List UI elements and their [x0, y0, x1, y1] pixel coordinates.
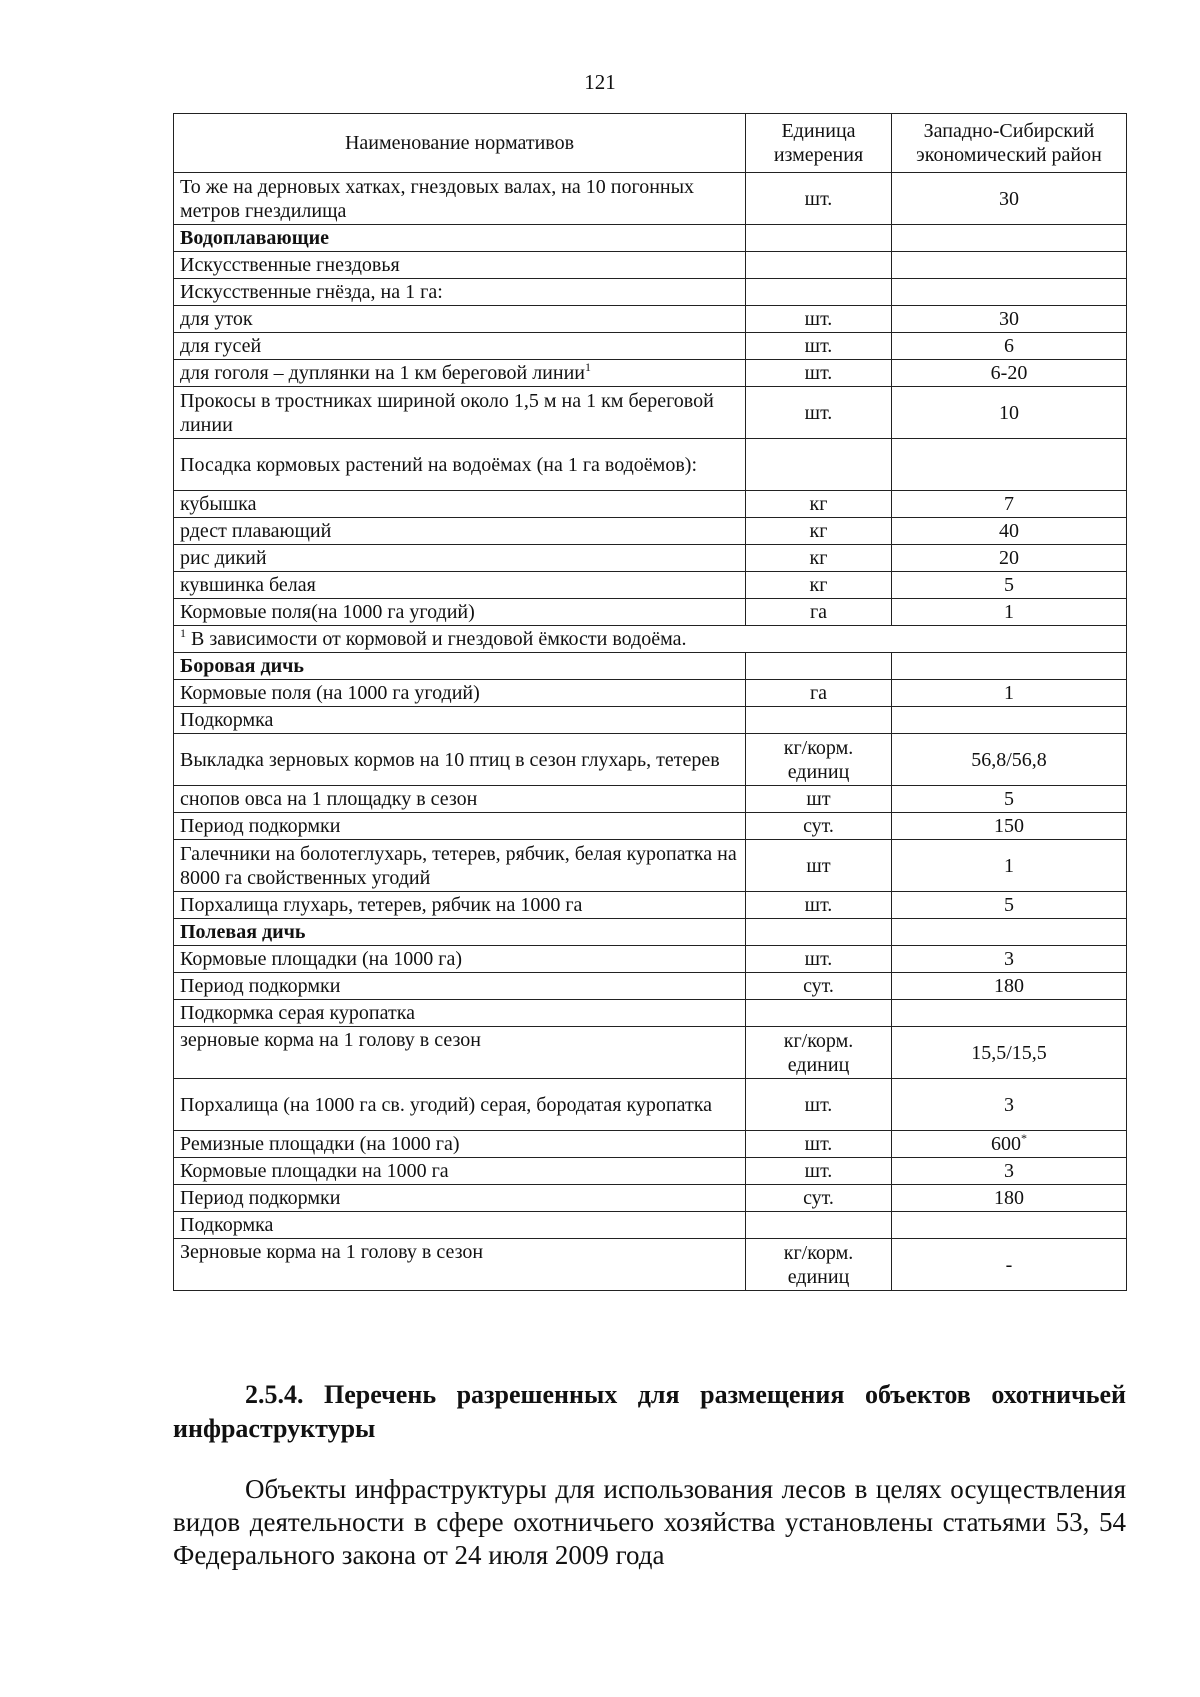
name-cell	[174, 813, 746, 840]
norm-name: Водоплавающие	[180, 227, 329, 249]
norm-value: 6-20	[990, 362, 1028, 384]
norm-value: 3	[1004, 1160, 1014, 1182]
footnote-text: В зависимости от кормовой и гнездовой ёмкости водоёма.	[191, 628, 687, 650]
table-row	[174, 734, 1127, 786]
table-row	[174, 1158, 1127, 1185]
unit-cell: шт.	[746, 306, 892, 333]
unit-cell: шт.	[746, 333, 892, 360]
name-cell	[174, 840, 746, 892]
norm-value: 600	[991, 1133, 1021, 1155]
value-cell	[892, 1131, 1127, 1158]
norm-name: Кормовые поля(на 1000 га угодий)	[180, 601, 475, 623]
unit-cell: шт.	[746, 892, 892, 919]
name-cell	[174, 734, 746, 786]
norm-value: 3	[1004, 948, 1014, 970]
unit-cell	[746, 653, 892, 680]
table-row	[174, 1131, 1127, 1158]
norm-value: 56,8/56,8	[971, 748, 1047, 771]
unit-cell: шт.	[746, 173, 892, 225]
table-row	[174, 680, 1127, 707]
value-cell	[892, 1027, 1127, 1079]
table-row	[174, 439, 1127, 491]
value-cell	[892, 680, 1127, 707]
table-row	[174, 545, 1127, 572]
unit-cell: сут.	[746, 813, 892, 840]
norm-name: Порхалища глухарь, тетерев, рябчик на 1000 га	[180, 894, 583, 916]
norm-name: Подкормка	[180, 1214, 274, 1236]
norm-name: для гоголя – дуплянки на 1 км береговой линии	[180, 362, 585, 384]
unit-cell: шт	[746, 840, 892, 892]
unit-cell: шт.	[746, 1131, 892, 1158]
value-cell	[892, 599, 1127, 626]
name-cell	[174, 1212, 746, 1239]
norm-value: 6	[1004, 335, 1014, 357]
value-cell	[892, 892, 1127, 919]
value-cell	[892, 1239, 1127, 1291]
value-cell	[892, 919, 1127, 946]
unit-cell: га	[746, 680, 892, 707]
norm-value: 5	[1004, 788, 1014, 810]
table-row	[174, 1239, 1127, 1291]
value-cell	[892, 653, 1127, 680]
name-cell	[174, 707, 746, 734]
norm-value: 40	[999, 520, 1019, 542]
table-row	[174, 572, 1127, 599]
unit-cell: га	[746, 599, 892, 626]
norm-name: То же на дерновых хатках, гнездовых валах, на 10 погонных метров гнездилища	[180, 175, 695, 222]
table-row	[174, 1000, 1127, 1027]
norm-name: Кормовые поля (на 1000 га угодий)	[180, 682, 480, 704]
name-cell	[174, 173, 746, 225]
unit-cell	[746, 1000, 892, 1027]
name-cell	[174, 919, 746, 946]
norm-name: Прокосы в тростниках шириной около 1,5 м на 1 км береговой линии	[180, 389, 714, 436]
value-cell	[892, 813, 1127, 840]
table-row	[174, 491, 1127, 518]
header-unit: Единица измерения	[746, 114, 892, 173]
table-row	[174, 306, 1127, 333]
unit-cell	[746, 1212, 892, 1239]
norms-table	[173, 113, 1127, 1291]
norm-value: 15,5/15,5	[971, 1041, 1047, 1064]
name-cell	[174, 786, 746, 813]
footnote-marker: 1	[180, 626, 186, 640]
name-cell	[174, 946, 746, 973]
value-cell	[892, 225, 1127, 252]
norm-value: -	[1005, 1253, 1013, 1276]
norm-value: 30	[999, 308, 1019, 330]
norm-name: снопов овса на 1 площадку в сезон	[180, 788, 478, 810]
unit-cell: шт.	[746, 387, 892, 439]
table-row	[174, 333, 1127, 360]
unit-cell: кг/корм. единиц	[746, 1239, 892, 1291]
table-row	[174, 599, 1127, 626]
name-cell	[174, 680, 746, 707]
section-row	[174, 919, 1127, 946]
norm-name: Боровая дичь	[180, 655, 304, 677]
norm-name: Выкладка зерновых кормов на 10 птиц в сезон глухарь, тетерев	[180, 748, 720, 771]
norm-value: 5	[1004, 574, 1014, 596]
table-row	[174, 813, 1127, 840]
norm-name: Зерновые корма на 1 голову в сезон	[180, 1241, 484, 1263]
table-row	[174, 946, 1127, 973]
section-row	[174, 225, 1127, 252]
norm-name: рдест плавающий	[180, 520, 332, 542]
section-heading: 2.5.4. Перечень разрешенных для размещения объектов охотничьей инфраструктуры	[173, 1380, 1126, 1443]
unit-cell: шт	[746, 786, 892, 813]
value-cell	[892, 1212, 1127, 1239]
name-cell	[174, 439, 746, 491]
unit-cell: шт.	[746, 1158, 892, 1185]
value-cell	[892, 439, 1127, 491]
norm-value: 7	[1004, 493, 1014, 515]
norm-name: Порхалища (на 1000 га св. угодий) серая, бородатая куропатка	[180, 1093, 713, 1116]
table-row	[174, 1079, 1127, 1131]
unit-cell	[746, 225, 892, 252]
unit-cell: шт.	[746, 946, 892, 973]
norm-name: кувшинка белая	[180, 574, 316, 596]
value-cell	[892, 279, 1127, 306]
body-paragraph: Объекты инфраструктуры для использования лесов в целях осуществления видов деятельности в сфере охотничьего хозяйства установлены статьями 53, 54 Федерального закона от 24 июля 2009 года	[173, 1474, 1126, 1570]
footnote-cell	[174, 626, 892, 653]
table-row	[174, 840, 1127, 892]
name-cell	[174, 1131, 746, 1158]
table-row	[174, 786, 1127, 813]
value-cell	[892, 1158, 1127, 1185]
unit-cell: сут.	[746, 973, 892, 1000]
name-cell	[174, 1185, 746, 1212]
value-cell	[892, 173, 1127, 225]
name-cell	[174, 225, 746, 252]
value-cell	[892, 626, 1127, 653]
value-cell	[892, 491, 1127, 518]
value-cell	[892, 946, 1127, 973]
value-cell	[892, 1079, 1127, 1131]
name-cell	[174, 333, 746, 360]
norm-value: 1	[1004, 682, 1014, 704]
norm-value: 1	[1004, 601, 1014, 623]
value-cell	[892, 252, 1127, 279]
value-cell	[892, 786, 1127, 813]
norm-name: Подкормка серая куропатка	[180, 1002, 415, 1024]
unit-cell	[746, 707, 892, 734]
norm-name: Кормовые площадки (на 1000 га)	[180, 948, 462, 970]
table-row	[174, 892, 1127, 919]
norm-name: Искусственные гнездовья	[180, 254, 400, 276]
name-cell	[174, 973, 746, 1000]
norm-value: 3	[1004, 1093, 1014, 1116]
unit-cell: кг	[746, 491, 892, 518]
table-header-row	[174, 114, 1127, 173]
norm-value: 180	[994, 975, 1024, 997]
norm-name: Кормовые площадки на 1000 га	[180, 1160, 449, 1182]
name-cell	[174, 892, 746, 919]
header-name: Наименование нормативов	[174, 114, 746, 173]
value-cell	[892, 306, 1127, 333]
norm-name: Ремизные площадки (на 1000 га)	[180, 1133, 460, 1155]
table-row	[174, 1212, 1127, 1239]
norm-name: рис дикий	[180, 547, 267, 569]
unit-cell: шт.	[746, 1079, 892, 1131]
norm-name: Период подкормки	[180, 815, 341, 837]
footnote-marker: 1	[585, 360, 591, 374]
norm-name: кубышка	[180, 493, 257, 515]
norm-value: 20	[999, 547, 1019, 569]
value-cell	[892, 1000, 1127, 1027]
norm-value: 10	[999, 401, 1019, 424]
table-row	[174, 973, 1127, 1000]
name-cell	[174, 545, 746, 572]
name-cell	[174, 1239, 746, 1291]
unit-cell: кг	[746, 518, 892, 545]
norm-name: Галечники на болотеглухарь, тетерев, рябчик, белая куропатка на 8000 га свойственных угодий	[180, 842, 737, 889]
table-row	[174, 387, 1127, 439]
name-cell	[174, 1158, 746, 1185]
norm-name: зерновые корма на 1 голову в сезон	[180, 1029, 481, 1051]
value-cell	[892, 333, 1127, 360]
name-cell	[174, 387, 746, 439]
table-body	[174, 173, 1127, 1291]
table-row	[174, 1027, 1127, 1079]
name-cell	[174, 306, 746, 333]
name-cell	[174, 653, 746, 680]
norm-name: для гусей	[180, 335, 262, 357]
name-cell	[174, 360, 746, 387]
unit-cell	[746, 439, 892, 491]
name-cell	[174, 1079, 746, 1131]
norm-value: 5	[1004, 894, 1014, 916]
table-row	[174, 518, 1127, 545]
name-cell	[174, 518, 746, 545]
value-cell	[892, 707, 1127, 734]
table-row	[174, 360, 1127, 387]
unit-cell: кг	[746, 572, 892, 599]
unit-cell: шт.	[746, 360, 892, 387]
name-cell	[174, 491, 746, 518]
table-row	[174, 173, 1127, 225]
norm-name: Подкормка	[180, 709, 274, 731]
norm-value: 150	[994, 815, 1024, 837]
name-cell	[174, 1000, 746, 1027]
table-row	[174, 252, 1127, 279]
value-cell	[892, 840, 1127, 892]
value-cell	[892, 973, 1127, 1000]
value-cell	[892, 360, 1127, 387]
table-row	[174, 707, 1127, 734]
norm-value: 1	[1004, 854, 1014, 877]
footnote-row	[174, 626, 1127, 653]
table-row	[174, 1185, 1127, 1212]
unit-cell: кг	[746, 545, 892, 572]
value-cell	[892, 572, 1127, 599]
name-cell	[174, 1027, 746, 1079]
name-cell	[174, 572, 746, 599]
unit-cell	[746, 279, 892, 306]
norm-value: 30	[999, 187, 1019, 210]
value-cell	[892, 1185, 1127, 1212]
norm-name: Полевая дичь	[180, 921, 306, 943]
unit-cell	[746, 252, 892, 279]
norm-name: для уток	[180, 308, 253, 330]
value-cell	[892, 518, 1127, 545]
section-row	[174, 653, 1127, 680]
norm-name: Посадка кормовых растений на водоёмах (на 1 га водоёмов):	[180, 453, 698, 476]
unit-cell: кг/корм. единиц	[746, 734, 892, 786]
value-cell	[892, 734, 1127, 786]
value-cell	[892, 545, 1127, 572]
unit-cell: кг/корм. единиц	[746, 1027, 892, 1079]
norm-name: Период подкормки	[180, 975, 341, 997]
value-cell	[892, 387, 1127, 439]
header-region: Западно-Сибирский экономический район	[892, 114, 1127, 173]
page-number: 121	[584, 70, 616, 94]
name-cell	[174, 599, 746, 626]
norm-name: Искусственные гнёзда, на 1 га:	[180, 281, 443, 303]
name-cell	[174, 279, 746, 306]
name-cell	[174, 252, 746, 279]
unit-cell	[746, 919, 892, 946]
value-footnote-marker: *	[1021, 1131, 1027, 1145]
norm-name: Период подкормки	[180, 1187, 341, 1209]
table-row	[174, 279, 1127, 306]
norm-value: 180	[994, 1187, 1024, 1209]
unit-cell: сут.	[746, 1185, 892, 1212]
